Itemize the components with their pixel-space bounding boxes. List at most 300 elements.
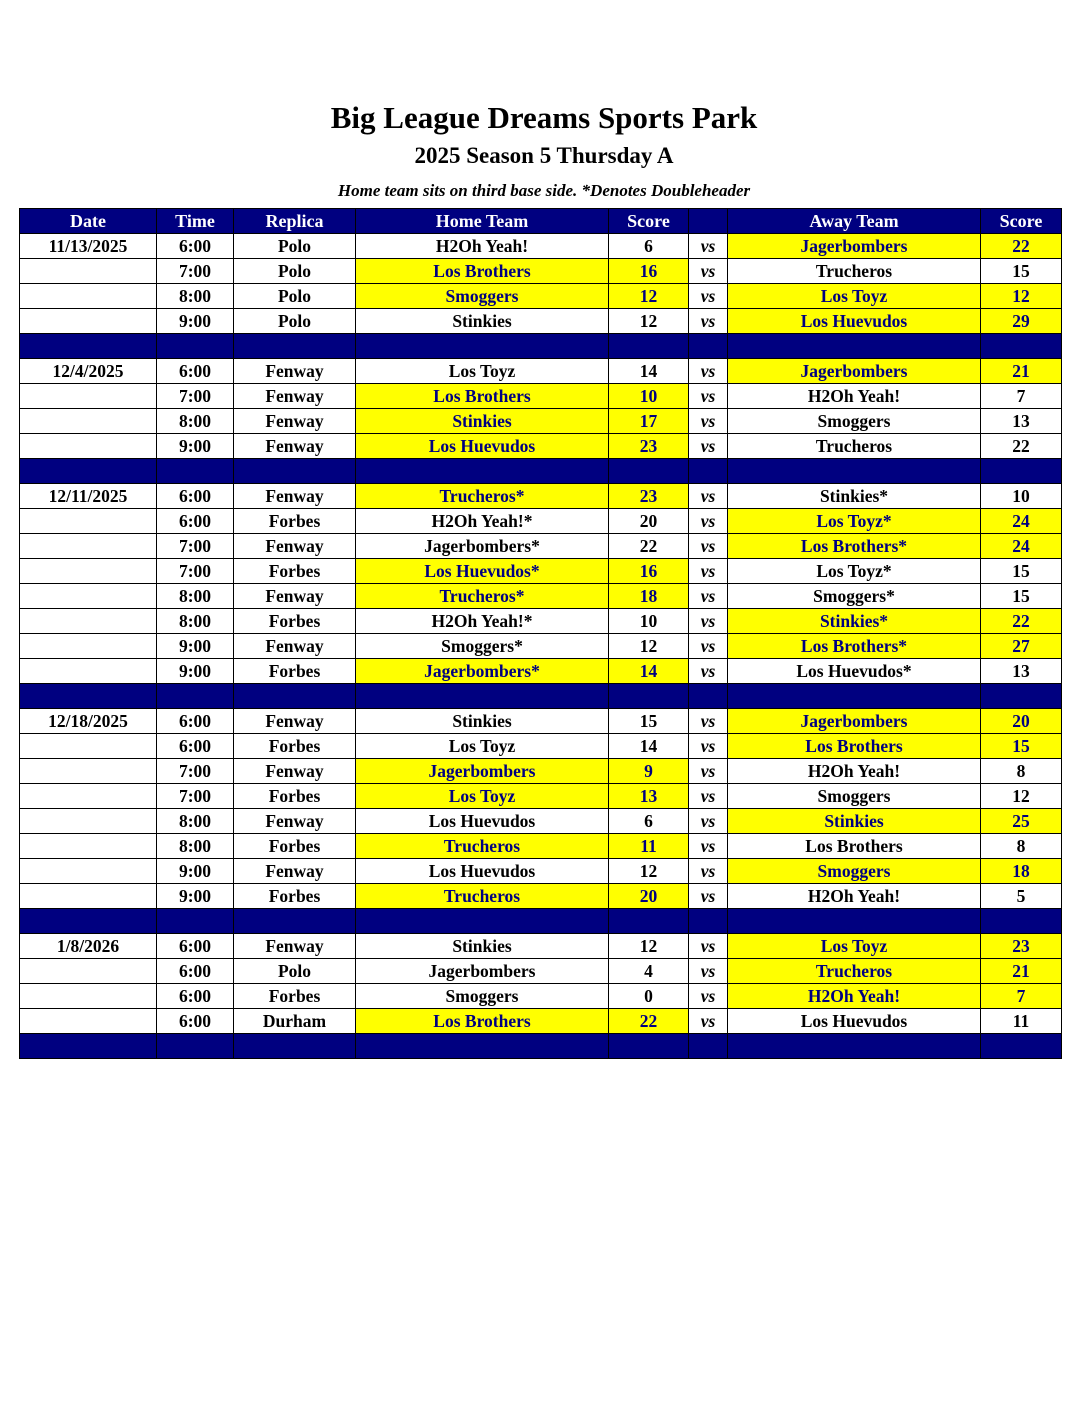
game-row [20, 234, 1062, 259]
away-team: Trucheros [728, 959, 981, 984]
game-time: 6:00 [157, 509, 234, 534]
away-team: H2Oh Yeah! [728, 384, 981, 409]
home-score: 12 [609, 309, 689, 334]
vs-label: vs [689, 659, 728, 684]
home-score: 22 [609, 1009, 689, 1034]
game-date [20, 434, 157, 459]
separator-cell [356, 684, 609, 709]
separator-cell [234, 909, 356, 934]
game-time: 6:00 [157, 959, 234, 984]
away-score: 13 [981, 659, 1062, 684]
game-time: 9:00 [157, 659, 234, 684]
game-date [20, 809, 157, 834]
home-team: Los Huevudos [356, 859, 609, 884]
away-score: 22 [981, 609, 1062, 634]
vs-label: vs [689, 934, 728, 959]
vs-label: vs [689, 1009, 728, 1034]
away-score: 23 [981, 934, 1062, 959]
game-replica-field: Forbes [234, 784, 356, 809]
schedule-note: Home team sits on third base side. *Denotes Doubleheader [337, 181, 751, 200]
game-replica-field: Fenway [234, 759, 356, 784]
schedule-header [20, 209, 1062, 234]
game-date [20, 559, 157, 584]
game-time: 6:00 [157, 934, 234, 959]
separator-cell [689, 1034, 728, 1059]
separator-cell [609, 684, 689, 709]
away-score: 21 [981, 359, 1062, 384]
game-row [20, 859, 1062, 884]
home-team: Los Brothers [356, 384, 609, 409]
game-time: 7:00 [157, 259, 234, 284]
away-team: Jagerbombers [728, 709, 981, 734]
game-date [20, 759, 157, 784]
game-row [20, 559, 1062, 584]
game-time: 8:00 [157, 284, 234, 309]
game-replica-field: Fenway [234, 809, 356, 834]
vs-label: vs [689, 584, 728, 609]
home-score: 12 [609, 859, 689, 884]
away-team: Stinkies [728, 809, 981, 834]
separator-cell [157, 1034, 234, 1059]
separator-cell [157, 334, 234, 359]
game-time: 7:00 [157, 559, 234, 584]
home-score: 13 [609, 784, 689, 809]
game-date [20, 609, 157, 634]
separator-cell [20, 1034, 157, 1059]
game-time: 9:00 [157, 434, 234, 459]
schedule-table [19, 208, 1062, 1059]
game-time: 9:00 [157, 884, 234, 909]
vs-label: vs [689, 784, 728, 809]
game-date [20, 409, 157, 434]
away-score: 15 [981, 559, 1062, 584]
week-separator-row [20, 909, 1062, 934]
separator-cell [20, 459, 157, 484]
game-row [20, 259, 1062, 284]
game-replica-field: Fenway [234, 634, 356, 659]
game-row [20, 709, 1062, 734]
game-time: 6:00 [157, 1009, 234, 1034]
away-team: Jagerbombers [728, 234, 981, 259]
game-time: 9:00 [157, 859, 234, 884]
separator-cell [689, 334, 728, 359]
home-score: 23 [609, 484, 689, 509]
game-date [20, 984, 157, 1009]
home-team: Los Brothers [356, 1009, 609, 1034]
game-replica-field: Forbes [234, 659, 356, 684]
home-score: 10 [609, 384, 689, 409]
separator-cell [234, 334, 356, 359]
separator-cell [356, 909, 609, 934]
home-score: 4 [609, 959, 689, 984]
home-team: H2Oh Yeah!* [356, 509, 609, 534]
game-time: 6:00 [157, 984, 234, 1009]
separator-cell [234, 1034, 356, 1059]
separator-cell [356, 459, 609, 484]
away-score: 24 [981, 509, 1062, 534]
game-time: 7:00 [157, 384, 234, 409]
game-row [20, 609, 1062, 634]
home-score: 6 [609, 234, 689, 259]
home-score: 9 [609, 759, 689, 784]
away-score: 7 [981, 384, 1062, 409]
away-team: Smoggers [728, 409, 981, 434]
away-score: 15 [981, 259, 1062, 284]
game-date [20, 784, 157, 809]
away-score: 22 [981, 434, 1062, 459]
away-team: Smoggers [728, 859, 981, 884]
home-team: Los Huevudos [356, 434, 609, 459]
home-team: Stinkies [356, 409, 609, 434]
game-replica-field: Durham [234, 1009, 356, 1034]
home-team: Trucheros* [356, 484, 609, 509]
vs-label: vs [689, 434, 728, 459]
game-row [20, 284, 1062, 309]
separator-cell [689, 909, 728, 934]
separator-cell [689, 459, 728, 484]
home-team: Smoggers [356, 284, 609, 309]
away-score: 13 [981, 409, 1062, 434]
away-team: Smoggers* [728, 584, 981, 609]
game-date [20, 834, 157, 859]
home-team: Smoggers [356, 984, 609, 1009]
separator-cell [609, 1034, 689, 1059]
home-score: 20 [609, 884, 689, 909]
away-team: Los Toyz [728, 934, 981, 959]
game-row [20, 534, 1062, 559]
game-time: 9:00 [157, 634, 234, 659]
game-row [20, 509, 1062, 534]
away-team: H2Oh Yeah! [728, 984, 981, 1009]
separator-cell [689, 684, 728, 709]
game-date [20, 884, 157, 909]
game-replica-field: Fenway [234, 709, 356, 734]
away-team: Smoggers [728, 784, 981, 809]
game-date [20, 584, 157, 609]
home-score: 14 [609, 359, 689, 384]
separator-cell [728, 909, 981, 934]
col-header-time: Time [157, 209, 234, 234]
game-replica-field: Fenway [234, 534, 356, 559]
game-row [20, 809, 1062, 834]
vs-label: vs [689, 284, 728, 309]
separator-cell [20, 684, 157, 709]
game-time: 8:00 [157, 409, 234, 434]
separator-cell [728, 459, 981, 484]
game-date [20, 509, 157, 534]
separator-cell [981, 1034, 1062, 1059]
game-date [20, 659, 157, 684]
away-team: Trucheros [728, 259, 981, 284]
separator-cell [157, 909, 234, 934]
home-score: 11 [609, 834, 689, 859]
away-team: Los Brothers* [728, 534, 981, 559]
game-replica-field: Forbes [234, 609, 356, 634]
away-team: Los Brothers* [728, 634, 981, 659]
col-header-date: Date [20, 209, 157, 234]
game-row [20, 1009, 1062, 1034]
separator-cell [609, 909, 689, 934]
game-date [20, 309, 157, 334]
game-time: 7:00 [157, 759, 234, 784]
vs-label: vs [689, 534, 728, 559]
home-score: 12 [609, 284, 689, 309]
separator-cell [356, 1034, 609, 1059]
game-time: 8:00 [157, 609, 234, 634]
home-score: 10 [609, 609, 689, 634]
away-score: 29 [981, 309, 1062, 334]
home-team: Jagerbombers [356, 759, 609, 784]
home-team: Trucheros* [356, 584, 609, 609]
away-team: Los Huevudos* [728, 659, 981, 684]
week-separator-row [20, 1034, 1062, 1059]
game-time: 9:00 [157, 309, 234, 334]
away-team: Los Toyz* [728, 559, 981, 584]
game-date: 12/11/2025 [20, 484, 157, 509]
away-score: 7 [981, 984, 1062, 1009]
home-team: Stinkies [356, 709, 609, 734]
vs-label: vs [689, 959, 728, 984]
vs-label: vs [689, 634, 728, 659]
home-score: 23 [609, 434, 689, 459]
col-header-away-score: Score [981, 209, 1062, 234]
separator-cell [981, 909, 1062, 934]
away-score: 25 [981, 809, 1062, 834]
separator-cell [728, 1034, 981, 1059]
game-replica-field: Forbes [234, 509, 356, 534]
away-team: Los Toyz [728, 284, 981, 309]
home-team: Los Toyz [356, 359, 609, 384]
game-row [20, 434, 1062, 459]
game-row [20, 734, 1062, 759]
game-row [20, 959, 1062, 984]
game-time: 6:00 [157, 484, 234, 509]
game-replica-field: Fenway [234, 584, 356, 609]
home-team: H2Oh Yeah!* [356, 609, 609, 634]
game-row [20, 634, 1062, 659]
home-score: 16 [609, 259, 689, 284]
home-team: Stinkies [356, 309, 609, 334]
away-team: Los Toyz* [728, 509, 981, 534]
game-date [20, 859, 157, 884]
week-separator-row [20, 459, 1062, 484]
game-replica-field: Forbes [234, 734, 356, 759]
game-row [20, 984, 1062, 1009]
game-replica-field: Forbes [234, 834, 356, 859]
home-team: Stinkies [356, 934, 609, 959]
game-row [20, 409, 1062, 434]
away-team: H2Oh Yeah! [728, 884, 981, 909]
away-team: Trucheros [728, 434, 981, 459]
separator-cell [356, 334, 609, 359]
game-replica-field: Fenway [234, 434, 356, 459]
home-score: 17 [609, 409, 689, 434]
separator-cell [728, 334, 981, 359]
vs-label: vs [689, 559, 728, 584]
home-team: Trucheros [356, 884, 609, 909]
home-team: Smoggers* [356, 634, 609, 659]
game-date [20, 634, 157, 659]
game-date [20, 1009, 157, 1034]
game-row [20, 659, 1062, 684]
game-replica-field: Forbes [234, 984, 356, 1009]
game-row [20, 309, 1062, 334]
game-row [20, 359, 1062, 384]
vs-label: vs [689, 259, 728, 284]
home-score: 0 [609, 984, 689, 1009]
away-score: 8 [981, 834, 1062, 859]
game-time: 6:00 [157, 709, 234, 734]
separator-cell [981, 459, 1062, 484]
game-replica-field: Fenway [234, 859, 356, 884]
away-score: 5 [981, 884, 1062, 909]
game-date [20, 384, 157, 409]
separator-cell [234, 459, 356, 484]
vs-label: vs [689, 309, 728, 334]
away-team: Stinkies* [728, 609, 981, 634]
separator-cell [609, 459, 689, 484]
away-score: 18 [981, 859, 1062, 884]
page-title: Big League Dreams Sports Park [330, 100, 758, 135]
away-team: Los Huevudos [728, 309, 981, 334]
game-time: 8:00 [157, 584, 234, 609]
vs-label: vs [689, 984, 728, 1009]
home-score: 12 [609, 934, 689, 959]
game-date: 11/13/2025 [20, 234, 157, 259]
away-team: Stinkies* [728, 484, 981, 509]
away-team: H2Oh Yeah! [728, 759, 981, 784]
away-score: 12 [981, 284, 1062, 309]
home-score: 14 [609, 659, 689, 684]
separator-cell [20, 334, 157, 359]
home-score: 15 [609, 709, 689, 734]
separator-cell [981, 334, 1062, 359]
game-time: 6:00 [157, 734, 234, 759]
home-team: Los Toyz [356, 734, 609, 759]
away-score: 20 [981, 709, 1062, 734]
away-score: 8 [981, 759, 1062, 784]
vs-label: vs [689, 484, 728, 509]
away-score: 24 [981, 534, 1062, 559]
away-score: 22 [981, 234, 1062, 259]
home-team: Trucheros [356, 834, 609, 859]
vs-label: vs [689, 759, 728, 784]
week-separator-row [20, 334, 1062, 359]
vs-label: vs [689, 609, 728, 634]
vs-label: vs [689, 234, 728, 259]
game-replica-field: Polo [234, 959, 356, 984]
game-replica-field: Forbes [234, 559, 356, 584]
vs-label: vs [689, 409, 728, 434]
game-date: 12/18/2025 [20, 709, 157, 734]
col-header-vs [689, 209, 728, 234]
game-date [20, 534, 157, 559]
col-header-away-team: Away Team [728, 209, 981, 234]
separator-cell [157, 684, 234, 709]
away-score: 15 [981, 584, 1062, 609]
game-replica-field: Fenway [234, 484, 356, 509]
game-replica-field: Forbes [234, 884, 356, 909]
game-row [20, 784, 1062, 809]
game-row [20, 759, 1062, 784]
game-row [20, 484, 1062, 509]
game-row [20, 384, 1062, 409]
home-score: 22 [609, 534, 689, 559]
game-replica-field: Fenway [234, 934, 356, 959]
home-team: Los Toyz [356, 784, 609, 809]
game-row [20, 834, 1062, 859]
separator-cell [728, 684, 981, 709]
game-replica-field: Polo [234, 309, 356, 334]
home-team: Jagerbombers* [356, 534, 609, 559]
away-score: 27 [981, 634, 1062, 659]
away-team: Los Brothers [728, 734, 981, 759]
home-team: Jagerbombers [356, 959, 609, 984]
home-score: 16 [609, 559, 689, 584]
week-separator-row [20, 684, 1062, 709]
game-replica-field: Polo [234, 284, 356, 309]
away-score: 15 [981, 734, 1062, 759]
schedule-body [20, 234, 1062, 1059]
game-replica-field: Polo [234, 234, 356, 259]
vs-label: vs [689, 709, 728, 734]
vs-label: vs [689, 809, 728, 834]
away-score: 10 [981, 484, 1062, 509]
game-date: 1/8/2026 [20, 934, 157, 959]
game-time: 7:00 [157, 784, 234, 809]
separator-cell [609, 334, 689, 359]
game-row [20, 584, 1062, 609]
game-date [20, 284, 157, 309]
game-replica-field: Polo [234, 259, 356, 284]
home-score: 20 [609, 509, 689, 534]
away-score: 21 [981, 959, 1062, 984]
game-time: 6:00 [157, 359, 234, 384]
away-score: 11 [981, 1009, 1062, 1034]
game-replica-field: Fenway [234, 384, 356, 409]
home-score: 14 [609, 734, 689, 759]
separator-cell [157, 459, 234, 484]
col-header-replica: Replica [234, 209, 356, 234]
game-replica-field: Fenway [234, 409, 356, 434]
game-date [20, 959, 157, 984]
home-score: 6 [609, 809, 689, 834]
home-team: Jagerbombers* [356, 659, 609, 684]
separator-cell [234, 684, 356, 709]
page-subtitle: 2025 Season 5 Thursday A [414, 143, 674, 168]
vs-label: vs [689, 834, 728, 859]
away-team: Los Brothers [728, 834, 981, 859]
vs-label: vs [689, 859, 728, 884]
home-team: Los Huevudos [356, 809, 609, 834]
vs-label: vs [689, 884, 728, 909]
game-replica-field: Fenway [234, 359, 356, 384]
game-row [20, 934, 1062, 959]
away-team: Jagerbombers [728, 359, 981, 384]
col-header-home-team: Home Team [356, 209, 609, 234]
game-time: 6:00 [157, 234, 234, 259]
vs-label: vs [689, 734, 728, 759]
home-team: Los Brothers [356, 259, 609, 284]
game-time: 7:00 [157, 534, 234, 559]
separator-cell [981, 684, 1062, 709]
vs-label: vs [689, 359, 728, 384]
separator-cell [20, 909, 157, 934]
game-time: 8:00 [157, 834, 234, 859]
game-date: 12/4/2025 [20, 359, 157, 384]
home-score: 18 [609, 584, 689, 609]
vs-label: vs [689, 384, 728, 409]
